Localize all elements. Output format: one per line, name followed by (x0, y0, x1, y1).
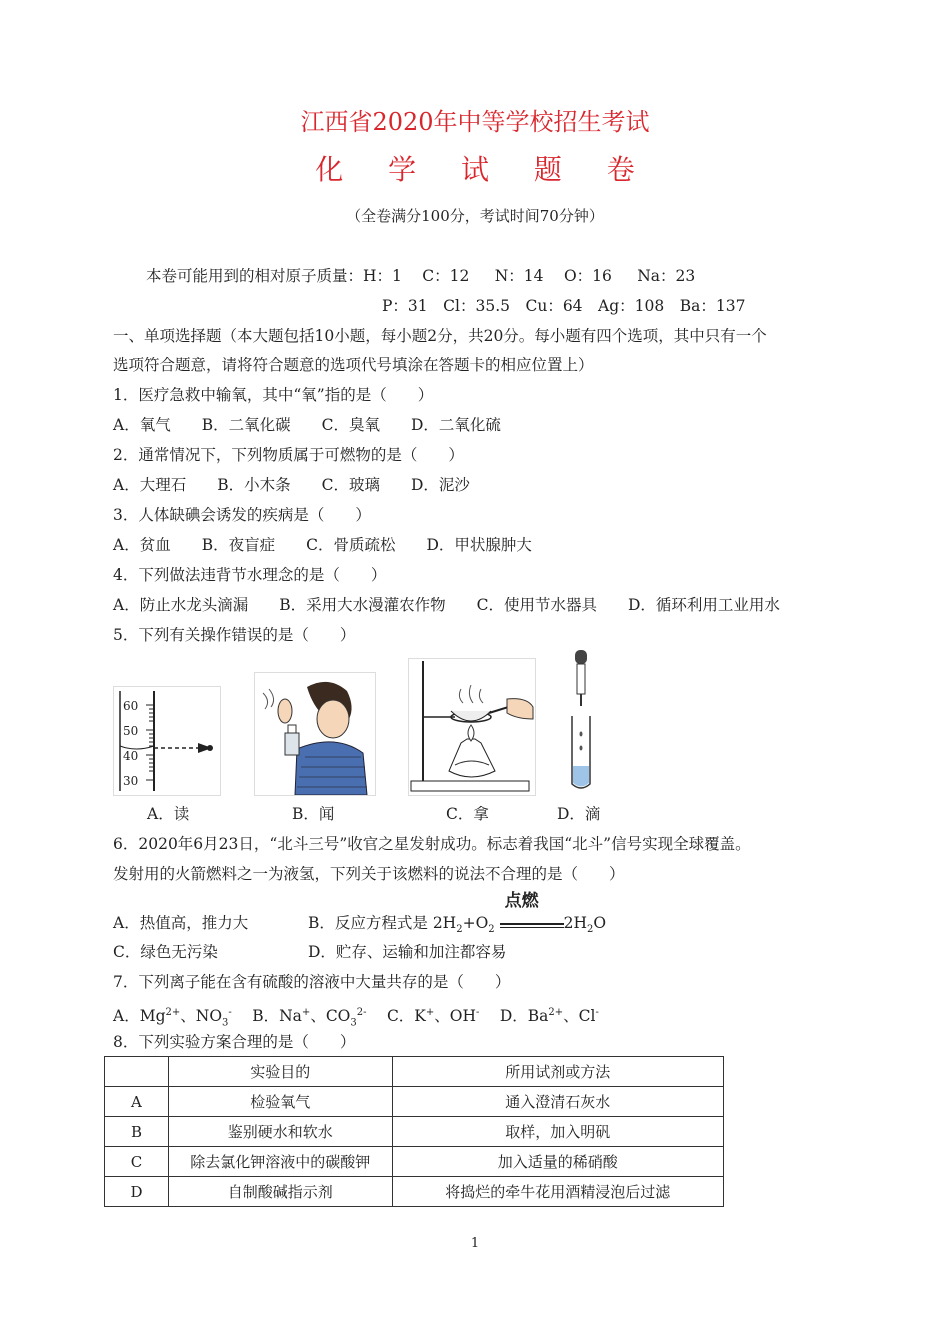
question-2-options: A．大理石 B．小木条 C．玻璃 D．泥沙 (113, 476, 470, 494)
person-smelling-illustration (255, 673, 375, 795)
table-header-cell: 实验目的 (168, 1057, 392, 1087)
section1-instructions-line1: 一、单项选择题（本大题包括10小题，每小题2分，共20分。每小题有四个选项，其中只有一个 (113, 327, 767, 345)
question-7: 7．下列离子能在含有硫酸的溶液中大量共存的是（ ） (113, 973, 511, 991)
question-4: 4．下列做法违背节水理念的是（ ） (113, 566, 387, 584)
exam-title: 江西省2020年中等学校招生考试 (300, 108, 650, 136)
atomic-masses-line2: P：31 Cl：35.5 Cu：64 Ag：108 Ba：137 (382, 297, 746, 315)
table-cell: 除去氯化钾溶液中的碳酸钾 (168, 1147, 392, 1177)
table-row (105, 1147, 724, 1177)
table-cell: D (105, 1177, 169, 1207)
equation-prefix: B．反应方程式是 2H (308, 914, 457, 932)
question-3-options: A．贫血 B．夜盲症 C．骨质疏松 D．甲状腺肿大 (113, 536, 532, 554)
reaction-condition-label: 点燃 (504, 891, 539, 911)
tick-label-40: 40 (123, 749, 139, 763)
figure-c-holding (408, 658, 536, 796)
table-cell: 加入适量的稀硝酸 (392, 1147, 723, 1177)
question-2: 2．通常情况下，下列物质属于可燃物的是（ ） (113, 446, 464, 464)
table-cell: 鉴别硬水和软水 (168, 1117, 392, 1147)
page-number: 1 (470, 1236, 480, 1251)
question-3: 3．人体缺碘会诱发的疾病是（ ） (113, 506, 371, 524)
tick-label-50: 50 (123, 724, 139, 738)
question-1-options: A．氧气 B．二氧化碳 C．臭氧 D．二氧化硫 (113, 416, 501, 434)
tick-label-30: 30 (123, 774, 139, 788)
table-cell: C (105, 1147, 169, 1177)
exam-note: （全卷满分100分，考试时间70分钟） (346, 207, 604, 225)
reaction-condition (500, 891, 564, 933)
figure-b-smelling (254, 672, 376, 796)
section1-instructions-line2: 选项符合题意，请将符合题意的选项代号填涂在答题卡的相应位置上） (113, 356, 594, 374)
question-8: 8．下列实验方案合理的是（ ） (113, 1033, 356, 1051)
question-6-option-c: C．绿色无污染 (113, 943, 218, 961)
dropper-test-tube-illustration (568, 648, 594, 794)
table-header-row (105, 1057, 724, 1087)
table-cell: 自制酸碱指示剂 (168, 1177, 392, 1207)
table-cell: 检验氧气 (168, 1087, 392, 1117)
experiment-table (104, 1056, 724, 1207)
table-cell: B (105, 1117, 169, 1147)
option-c-label: C．拿 (446, 805, 489, 823)
figure-a-reading (113, 686, 221, 796)
atomic-masses-line1: 本卷可能用到的相对原子质量：H：1 C：12 N：14 O：16 Na：23 (146, 267, 696, 285)
question-6-option-a: A．热值高，推力大 (113, 914, 249, 932)
question-6-line1: 6．2020年6月23日，“北斗三号”收官之星发射成功。标志着我国“北斗”信号实现全球覆盖。 (113, 835, 751, 853)
table-header-cell (105, 1057, 169, 1087)
question-4-options: A．防止水龙头滴漏 B．采用大水漫灌农作物 C．使用节水器具 D．循环利用工业用水 (113, 596, 780, 614)
table-cell: 取样，加入明矾 (392, 1117, 723, 1147)
evaporating-dish-illustration (409, 659, 535, 795)
table-cell: 将捣烂的牵牛花用酒精浸泡后过滤 (392, 1177, 723, 1207)
option-a-label: A．读 (147, 805, 190, 823)
question-6-option-d: D．贮存、运输和加注都容易 (308, 943, 507, 961)
table-cell: A (105, 1087, 169, 1117)
tick-label-60: 60 (123, 699, 139, 713)
table-row (105, 1117, 724, 1147)
option-b-label: B．闻 (292, 805, 335, 823)
figure-d-dropping (568, 648, 594, 794)
table-row (105, 1087, 724, 1117)
table-cell: 通入澄清石灰水 (392, 1087, 723, 1117)
table-row (105, 1177, 724, 1207)
exam-subtitle: 化 学 试 题 卷 (315, 153, 653, 186)
question-6-line2: 发射用的火箭燃料之一为液氢，下列关于该燃料的说法不合理的是（ ） (113, 865, 625, 883)
question-5: 5．下列有关操作错误的是（ ） (113, 626, 356, 644)
question-1: 1．医疗急救中输氧，其中“氧”指的是（ ） (113, 386, 434, 404)
question-7-options: A．$Mg^{2+}$、$NO_3^-$ B．Na+、$CO_3^{2-}$ C．K+、OH- D．$Ba^{2+}$、Cl- (113, 1007, 599, 1029)
question-6-option-b: B．反应方程式是 $2H_2+O_2$ 点燃 $2H_2O$ (308, 891, 607, 936)
option-d-label: D．滴 (557, 805, 601, 823)
table-header-cell: 所用试剂或方法 (392, 1057, 723, 1087)
